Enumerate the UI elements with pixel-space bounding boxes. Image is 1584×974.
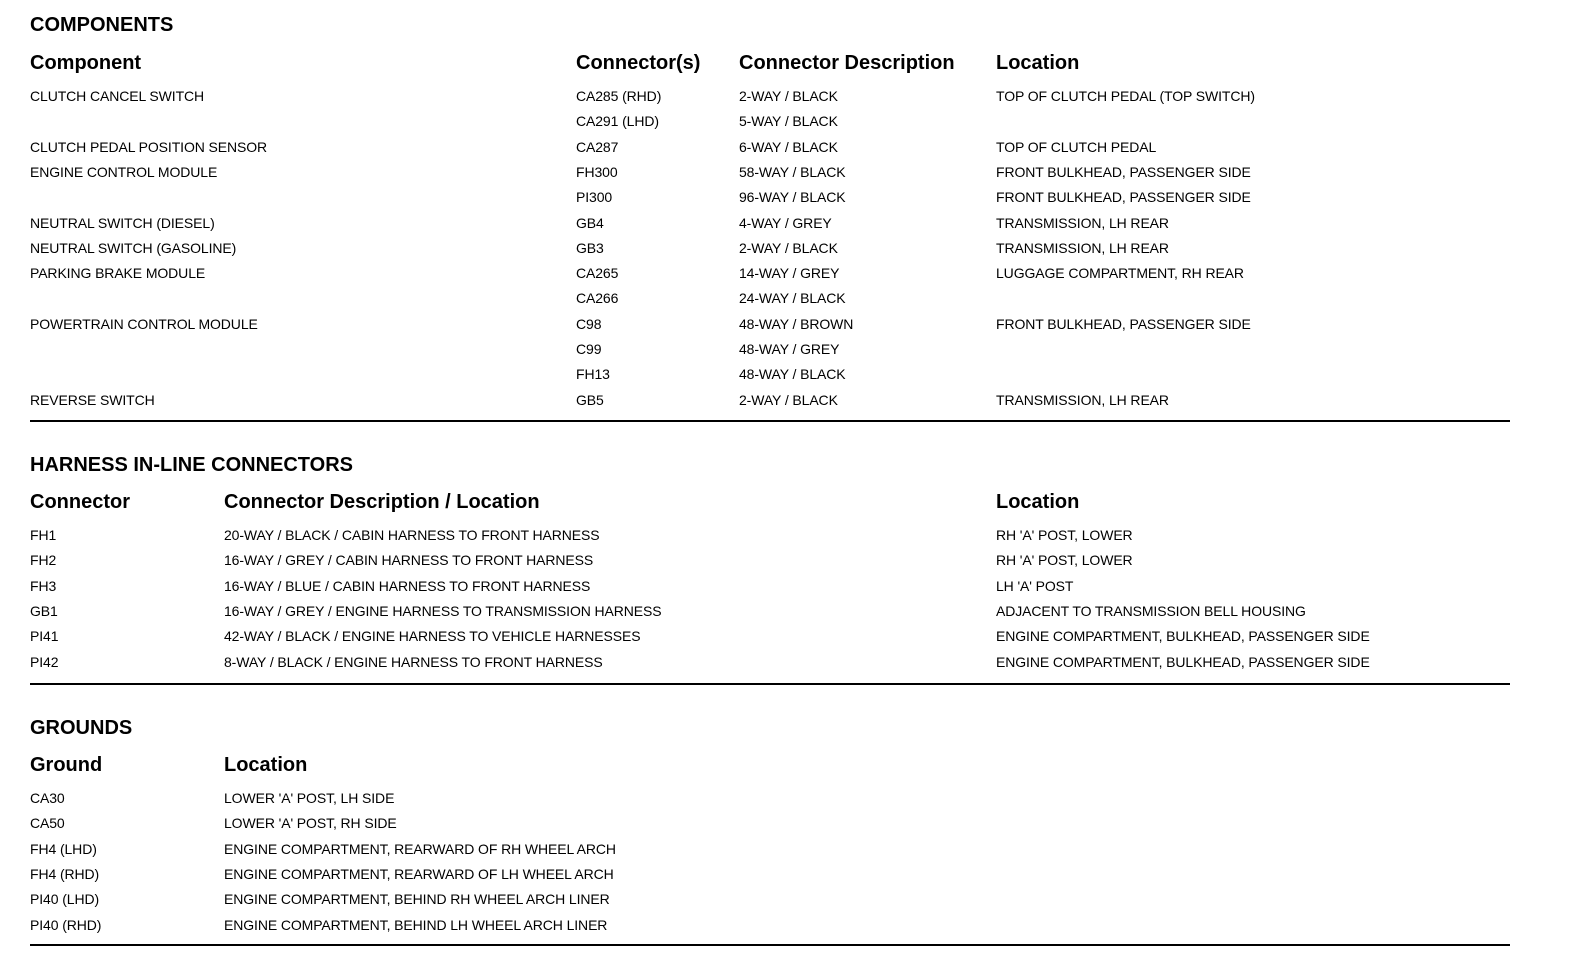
harness-divider (30, 683, 1510, 685)
table-row (30, 815, 1510, 840)
location-cell: ADJACENT TO TRANSMISSION BELL HOUSING (996, 602, 1306, 619)
components-header-location: Location (996, 52, 1080, 74)
connector-description-cell: 16-WAY / GREY / CABIN HARNESS TO FRONT HARNESS (224, 552, 594, 569)
connector-cell: FH1 (30, 527, 57, 543)
table-row (30, 113, 1510, 138)
component-name-cell: NEUTRAL SWITCH (DIESEL) (30, 214, 215, 231)
location-cell: ENGINE COMPARTMENT, BEHIND RH WHEEL ARCH LINER (224, 891, 610, 908)
components-header-connectors: Connector(s) (576, 52, 701, 74)
components-header-component: Component (30, 52, 142, 74)
table-row (30, 603, 1510, 628)
connector-description-cell: 20-WAY / BLACK / CABIN HARNESS TO FRONT HARNESS (224, 527, 600, 543)
connector-cell: C99 (576, 341, 602, 357)
location-cell: RH 'A' POST, LOWER (996, 552, 1133, 569)
connector-description-cell: 24-WAY / BLACK (739, 290, 846, 307)
connector-cell: GB4 (576, 214, 604, 231)
grounds-divider (30, 944, 1510, 946)
table-row (30, 654, 1510, 679)
table-row (30, 265, 1510, 290)
harness-header-connector: Connector (30, 491, 130, 513)
ground-cell: CA50 (30, 815, 65, 832)
table-row (30, 552, 1510, 577)
location-cell: ENGINE COMPARTMENT, BULKHEAD, PASSENGER SIDE (996, 653, 1370, 670)
connector-cell: CA287 (576, 138, 619, 155)
component-name-cell: NEUTRAL SWITCH (GASOLINE) (30, 239, 237, 256)
table-row (30, 790, 1510, 815)
location-cell: FRONT BULKHEAD, PASSENGER SIDE (996, 315, 1251, 332)
connector-description-cell: 96-WAY / BLACK (739, 189, 846, 206)
connector-cell: GB1 (30, 602, 58, 619)
location-cell: TOP OF CLUTCH PEDAL (996, 138, 1157, 155)
grounds-header-location: Location (224, 754, 308, 776)
table-row (30, 88, 1510, 113)
harness-header-location: Location (996, 491, 1080, 513)
table-row (30, 316, 1510, 341)
location-cell: ENGINE COMPARTMENT, REARWARD OF LH WHEEL ARCH (224, 865, 614, 882)
connector-description-cell: 48-WAY / BROWN (739, 315, 854, 332)
connector-cell: FH3 (30, 577, 57, 594)
components-section (30, 0, 1510, 425)
ground-cell: PI40 (RHD) (30, 916, 102, 933)
location-cell: LOWER 'A' POST, LH SIDE (224, 790, 395, 806)
table-row (30, 891, 1510, 916)
connector-description-cell: 58-WAY / BLACK (739, 163, 846, 180)
connector-description-cell: 8-WAY / BLACK / ENGINE HARNESS TO FRONT HARNESS (224, 653, 603, 670)
connector-description-cell: 42-WAY / BLACK / ENGINE HARNESS TO VEHICLE HARNESSES (224, 628, 641, 645)
connector-cell: CA285 (RHD) (576, 88, 662, 104)
component-name-cell: ENGINE CONTROL MODULE (30, 163, 218, 180)
connector-description-cell: 2-WAY / BLACK (739, 391, 838, 408)
connector-description-cell: 48-WAY / BLACK (739, 366, 846, 383)
component-name-cell: CLUTCH CANCEL SWITCH (30, 88, 205, 104)
connector-description-cell: 2-WAY / BLACK (739, 239, 838, 256)
components-header-description: Connector Description (739, 52, 955, 74)
connector-description-cell: 14-WAY / GREY (739, 265, 840, 282)
table-row (30, 527, 1510, 552)
table-row (30, 341, 1510, 366)
connector-description-cell: 16-WAY / BLUE / CABIN HARNESS TO FRONT HARNESS (224, 577, 591, 594)
table-row (30, 392, 1510, 417)
table-row (30, 290, 1510, 315)
ground-cell: PI40 (LHD) (30, 891, 100, 908)
location-cell: ENGINE COMPARTMENT, BEHIND LH WHEEL ARCH LINER (224, 916, 608, 933)
table-row (30, 578, 1510, 603)
location-cell: RH 'A' POST, LOWER (996, 527, 1133, 543)
location-cell: TRANSMISSION, LH REAR (996, 391, 1169, 408)
table-row (30, 628, 1510, 653)
table-row (30, 189, 1510, 214)
table-row (30, 240, 1510, 265)
table-row (30, 841, 1510, 866)
ground-cell: FH4 (RHD) (30, 865, 100, 882)
grounds-header-ground: Ground (30, 754, 103, 776)
location-cell: TRANSMISSION, LH REAR (996, 239, 1169, 256)
location-cell: LUGGAGE COMPARTMENT, RH REAR (996, 265, 1244, 282)
table-row (30, 164, 1510, 189)
connector-cell: PI300 (576, 189, 613, 206)
location-cell: FRONT BULKHEAD, PASSENGER SIDE (996, 163, 1251, 180)
harness-section (30, 440, 1510, 685)
connector-cell: GB3 (576, 239, 604, 256)
ground-cell: CA30 (30, 790, 65, 806)
table-row (30, 866, 1510, 891)
component-name-cell: CLUTCH PEDAL POSITION SENSOR (30, 138, 268, 155)
location-cell: LH 'A' POST (996, 577, 1074, 594)
connector-description-cell: 2-WAY / BLACK (739, 88, 838, 104)
components-title: COMPONENTS (30, 14, 174, 36)
table-row (30, 139, 1510, 164)
table-row (30, 215, 1510, 240)
connector-cell: FH13 (576, 366, 610, 383)
grounds-section (30, 703, 1510, 948)
harness-header-description: Connector Description / Location (224, 491, 540, 513)
connector-description-cell: 48-WAY / GREY (739, 341, 840, 357)
table-row (30, 366, 1510, 391)
components-divider (30, 420, 1510, 422)
component-name-cell: REVERSE SWITCH (30, 391, 155, 408)
grounds-title: GROUNDS (30, 717, 133, 739)
component-name-cell: PARKING BRAKE MODULE (30, 265, 206, 282)
connector-cell: FH2 (30, 552, 57, 569)
connector-description-cell: 6-WAY / BLACK (739, 138, 838, 155)
connector-cell: CA291 (LHD) (576, 113, 659, 130)
connector-cell: C98 (576, 315, 602, 332)
location-cell: ENGINE COMPARTMENT, REARWARD OF RH WHEEL ARCH (224, 840, 616, 857)
connector-description-cell: 16-WAY / GREY / ENGINE HARNESS TO TRANSMISSION HARNESS (224, 602, 662, 619)
connector-cell: PI42 (30, 653, 59, 670)
ground-cell: FH4 (LHD) (30, 840, 97, 857)
connector-cell: CA265 (576, 265, 619, 282)
harness-title: HARNESS IN-LINE CONNECTORS (30, 454, 353, 476)
component-name-cell: POWERTRAIN CONTROL MODULE (30, 315, 258, 332)
connector-cell: GB5 (576, 391, 604, 408)
connector-cell: FH300 (576, 163, 618, 180)
connector-description-cell: 4-WAY / GREY (739, 214, 832, 231)
location-cell: LOWER 'A' POST, RH SIDE (224, 815, 397, 832)
location-cell: TOP OF CLUTCH PEDAL (TOP SWITCH) (996, 88, 1255, 104)
table-row (30, 917, 1510, 942)
connector-cell: CA266 (576, 290, 619, 307)
location-cell: ENGINE COMPARTMENT, BULKHEAD, PASSENGER SIDE (996, 628, 1370, 645)
location-cell: FRONT BULKHEAD, PASSENGER SIDE (996, 189, 1251, 206)
connector-description-cell: 5-WAY / BLACK (739, 113, 838, 130)
connector-cell: PI41 (30, 628, 59, 645)
location-cell: TRANSMISSION, LH REAR (996, 214, 1169, 231)
